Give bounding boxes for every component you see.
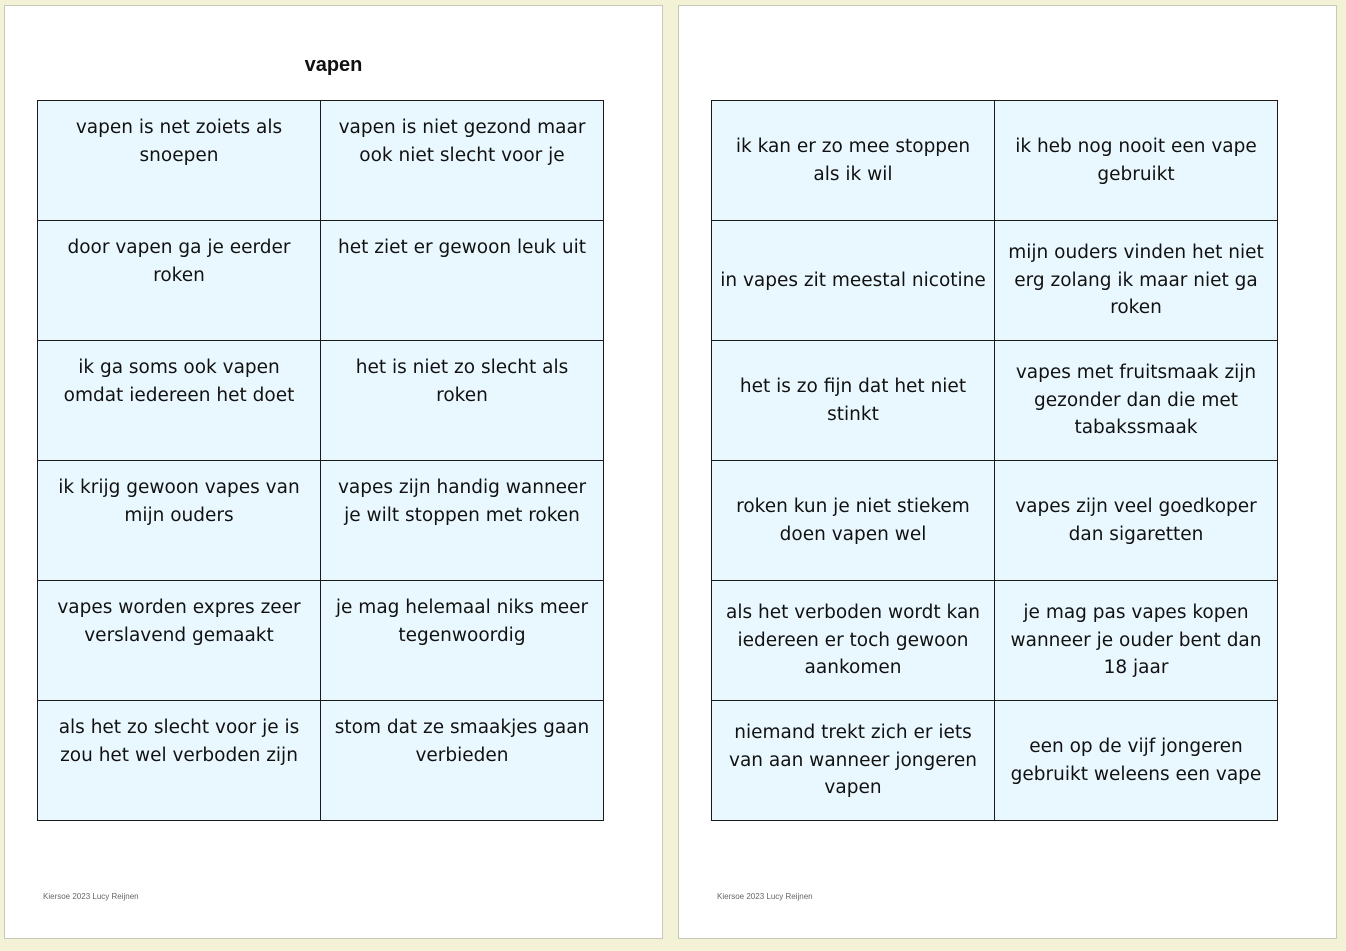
- page-left: [4, 5, 663, 939]
- statement-card: door vapen ga je eerder roken: [38, 221, 321, 341]
- page-right: [678, 5, 1337, 939]
- statement-card: ik kan er zo mee stoppen als ik wil: [712, 101, 995, 221]
- statement-card: ik krijg gewoon vapes van mijn ouders: [38, 461, 321, 581]
- statement-card: ik heb nog nooit een vape gebruikt: [995, 101, 1278, 221]
- statement-card: je mag pas vapes kopen wanneer je ouder bent dan 18 jaar: [995, 581, 1278, 701]
- statement-card: vapes met fruitsmaak zijn gezonder dan die met tabakssmaak: [995, 341, 1278, 461]
- statement-card: ik ga soms ook vapen omdat iedereen het doet: [38, 341, 321, 461]
- statement-card: vapen is net zoiets als snoepen: [38, 101, 321, 221]
- statement-card: vapen is niet gezond maar ook niet slecht voor je: [321, 101, 604, 221]
- statement-card: niemand trekt zich er iets van aan wanneer jongeren vapen: [712, 701, 995, 821]
- statement-card: een op de vijf jongeren gebruikt weleens een vape: [995, 701, 1278, 821]
- statement-card: mijn ouders vinden het niet erg zolang ik maar niet ga roken: [995, 221, 1278, 341]
- statement-card: als het zo slecht voor je is zou het wel verboden zijn: [38, 701, 321, 821]
- statement-card: stom dat ze smaakjes gaan verbieden: [321, 701, 604, 821]
- statement-card: vapes worden expres zeer verslavend gemaakt: [38, 581, 321, 701]
- statement-card: het is zo fijn dat het niet stinkt: [712, 341, 995, 461]
- footer-credit: Kiersoe 2023 Lucy Reijnen: [43, 892, 139, 901]
- statement-card: je mag helemaal niks meer tegenwoordig: [321, 581, 604, 701]
- statement-card: roken kun je niet stiekem doen vapen wel: [712, 461, 995, 581]
- card-grid-right: [711, 100, 1278, 821]
- page-title: vapen: [304, 54, 363, 76]
- card-grid-left: [37, 100, 604, 821]
- statement-card: het is niet zo slecht als roken: [321, 341, 604, 461]
- statement-card: als het verboden wordt kan iedereen er toch gewoon aankomen: [712, 581, 995, 701]
- statement-card: in vapes zit meestal nicotine: [712, 221, 995, 341]
- footer-credit: Kiersoe 2023 Lucy Reijnen: [717, 892, 813, 901]
- statement-card: vapes zijn veel goedkoper dan sigaretten: [995, 461, 1278, 581]
- statement-card: vapes zijn handig wanneer je wilt stoppen met roken: [321, 461, 604, 581]
- statement-card: het ziet er gewoon leuk uit: [321, 221, 604, 341]
